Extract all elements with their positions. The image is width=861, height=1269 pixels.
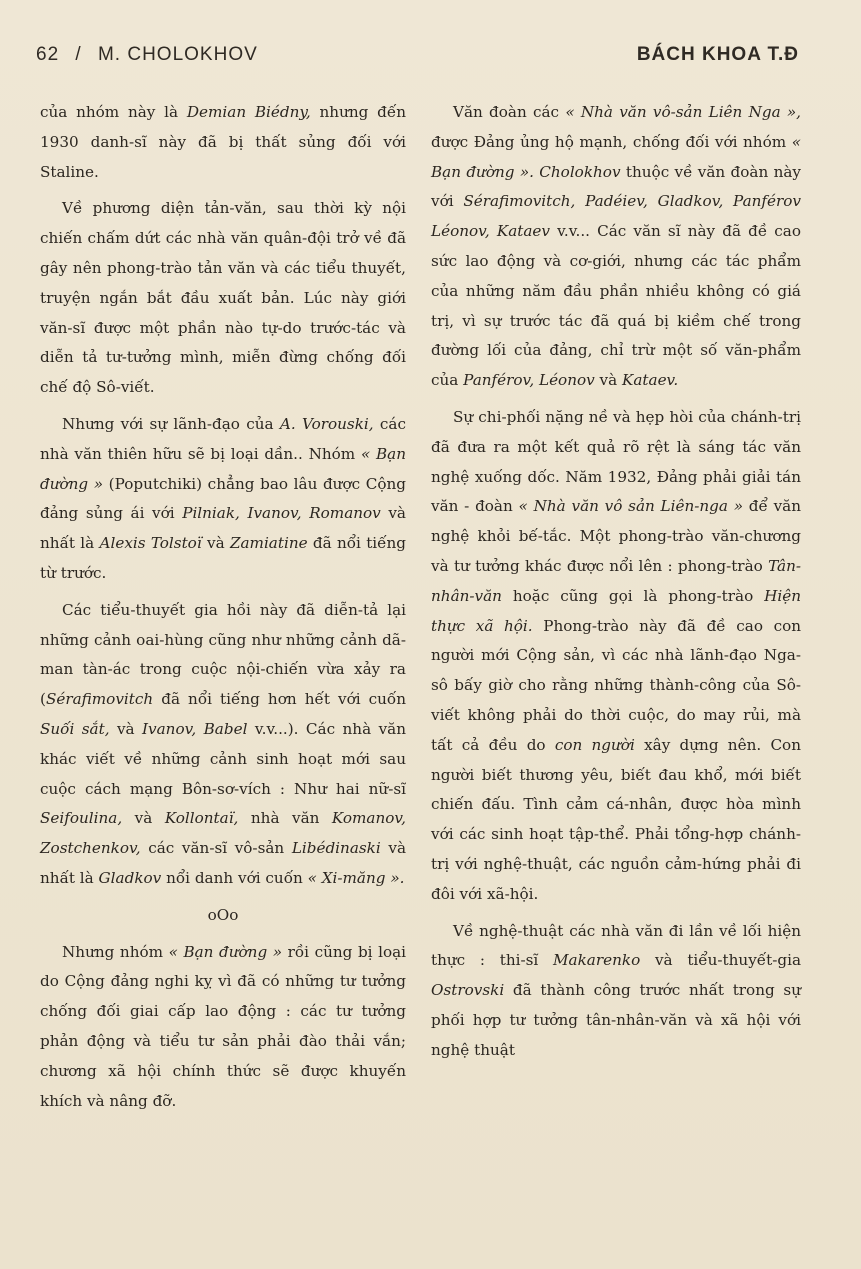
paragraph [431, 917, 801, 1066]
italic-text: Kollontaï, [164, 809, 239, 828]
text-run: oOo [207, 905, 239, 924]
italic-text: Alexis Tolstoï [99, 534, 202, 553]
paragraph [40, 98, 406, 187]
italic-text: Demian Biédny, [186, 103, 311, 121]
text-run: và nhất là [40, 839, 406, 887]
italic-text: « Nhà văn vô sản Liên-nga » [518, 497, 743, 516]
italic-text: « Xi-măng ». [307, 868, 405, 887]
text-run: v.v... Các văn sĩ này đã đề cao sức lao động và cơ-giới, nhưng các tác phẩm của những năm đầu phần nhiều không có giá trị, vì sự trước tác đã quá bị kiềm chế trong đường lối của đảng, chỉ trừ một số văn-phẩm của [431, 222, 802, 390]
italic-text: Seifoulina, [40, 809, 123, 828]
text-run: các nhà văn thiên hữu sẽ bị loại dần.. Nhóm [40, 414, 406, 463]
italic-text: Zamiatine [229, 534, 308, 553]
italic-text: con người [554, 735, 635, 754]
paragraph [40, 596, 406, 894]
italic-text: Kataev. [622, 371, 679, 390]
paragraph [431, 403, 801, 910]
author-name: M. CHOLOKHOV [97, 44, 258, 65]
text-run: Phong-trào này đã đề cao con người mới Cộng sản, vì các nhà lãnh-đạo Nga-sô bấy giờ cho rằng những thành-công của Sô-viết không phải do thời cuộc, do may rủi, mà tất cả đều do [431, 616, 802, 754]
text-run: nổi danh với cuốn [161, 868, 308, 887]
italic-text: Panférov, Léonov [463, 371, 595, 390]
text-run: (Poputchiki) chẳng bao lâu được Cộng đảng sủng ái với [40, 474, 406, 523]
right-column [431, 98, 801, 1066]
italic-text: Gladkov [98, 868, 162, 887]
italic-text: Sérafimovitch [45, 690, 154, 709]
italic-text: Pilniak, Ivanov, Romanov [182, 504, 381, 523]
italic-text: Tân-nhân-văn [431, 556, 801, 605]
text-run: Về phương diện tản-văn, sau thời kỳ nội chiến chấm dứt các nhà văn quân-đội trở về đã gây nên phong-trào tản văn và các tiểu thuyết, truyện ngắn bắt đầu xuất bản. Lúc này giới văn-sĩ được một phần nào tự-do trước-tác và diễn tả tư-tưởng mình, miễn đừng chống đối chế độ Sô-viết. [40, 199, 406, 397]
text-run: xây dựng nên. Con người biết thương yêu, biết đau khổ, mới biết chiến đấu. Tình cảm cá-nhân, được hòa mình với các sinh hoạt tập-thể. Phải tổng-hợp chánh-trị với nghệ-thuật, các nguồn cảm-hứng phải đi đôi với xã-hội. [431, 735, 801, 903]
header-left [36, 44, 268, 66]
italic-text: A. Vorouski, [279, 414, 374, 433]
paragraph [431, 98, 801, 396]
text-run: và [201, 534, 230, 553]
text-run: Về nghệ-thuật các nhà văn đi lần về lối hiện thực : thi-sĩ [431, 921, 801, 970]
italic-text: « Nhà văn vô-sản Liên Nga », [565, 103, 801, 121]
text-run: hoặc cũng gọi là phong-trào [501, 586, 765, 605]
header-separator: / [75, 44, 82, 65]
text-run: để văn nghệ khỏi bế-tắc. Một phong-trào văn-chương và tư tưởng khác được nổi lên : phong-trào [431, 497, 802, 575]
text-run: v.v...). Các nhà văn khác viết về những cảnh sinh hoạt mới sau cuộc cách mạng Bôn-sơ-vích : Như hai nữ-sĩ [40, 719, 406, 798]
paragraph [40, 194, 406, 403]
text-run: nhà văn [238, 809, 332, 828]
text-run: và [594, 371, 623, 390]
text-run: được Đảng ủng hộ mạnh, chống đối với nhóm [431, 132, 792, 151]
page-number: 62 [36, 44, 60, 65]
italic-text: Ostrovski [431, 981, 505, 1000]
text-run: Nhưng nhóm [62, 942, 169, 961]
text-run: Văn đoàn các [453, 103, 566, 121]
italic-text: Makarenko [553, 951, 641, 970]
text-run: Các tiểu-thuyết gia hồi này đã diễn-tả lại những cảnh oai-hùng cũng như những cảnh dã-man tàn-ác trong cuộc nội-chiến vừa xảy ra ( [40, 600, 406, 709]
text-run: nhưng đến 1930 danh-sĩ này đã bị thất sủng đối với Staline. [40, 103, 406, 181]
left-column [40, 98, 406, 1116]
text-run: thuộc về văn đoàn này với [431, 162, 801, 211]
text-run: và [122, 809, 165, 828]
text-run: Nhưng với sự lãnh-đạo của [62, 414, 280, 433]
book-title: BÁCH KHOA T.Đ [636, 44, 799, 65]
text-run: của nhóm này là [40, 103, 187, 121]
italic-text: Ivanov, Babel [142, 719, 248, 738]
italic-text: Cholokhov [539, 162, 621, 181]
text-run: và [109, 719, 143, 738]
italic-text: Libédinaski [291, 839, 381, 858]
italic-text: « Bạn đường » [168, 942, 283, 961]
paragraph [40, 901, 406, 931]
italic-text: Komanov, Zostchenkov, [40, 809, 406, 858]
text-run: đã nổi tiếng hơn hết với cuốn [153, 690, 406, 709]
italic-text: Suối sắt, [40, 719, 110, 738]
italic-text: « Bạn đường ». [431, 132, 801, 181]
running-header [36, 44, 799, 66]
paragraph [40, 938, 406, 1117]
italic-text: Sérafimovitch, Padéiev, Gladkov, Panférov Léonov, Kataev [431, 192, 801, 241]
text-run: đã nổi tiếng từ trước. [40, 534, 407, 582]
text-run: Sự chi-phối nặng nề và hẹp hòi của chánh-trị đã đưa ra một kết quả rõ rệt là sáng tác văn nghệ xuống dốc. Năm 1932, Đảng phải giải tán văn - đoàn [431, 407, 801, 516]
italic-text: Hiện thực xã hội. [431, 586, 801, 635]
text-run: rồi cũng bị loại do Cộng đảng nghi kỵ vì đã có những tư tưởng chống đối giai cấp lao động : các tư tưởng phản động và tiểu tư sản phải đào thải vắn; chương xã hội chính thức sẽ được khuyến khích và nâng đỡ. [40, 942, 407, 1110]
text-run: các văn-sĩ vô-sản [140, 839, 292, 858]
text-run: đã thành công trước nhất trong sự phối hợp tư tưởng tân-nhân-văn và xã hội với nghệ thuật [431, 981, 801, 1059]
italic-text: « Bạn đường » [40, 444, 406, 493]
paragraph [40, 410, 406, 589]
text-run: và nhất là [40, 504, 406, 553]
text-run: và tiểu-thuyết-gia [640, 951, 802, 970]
